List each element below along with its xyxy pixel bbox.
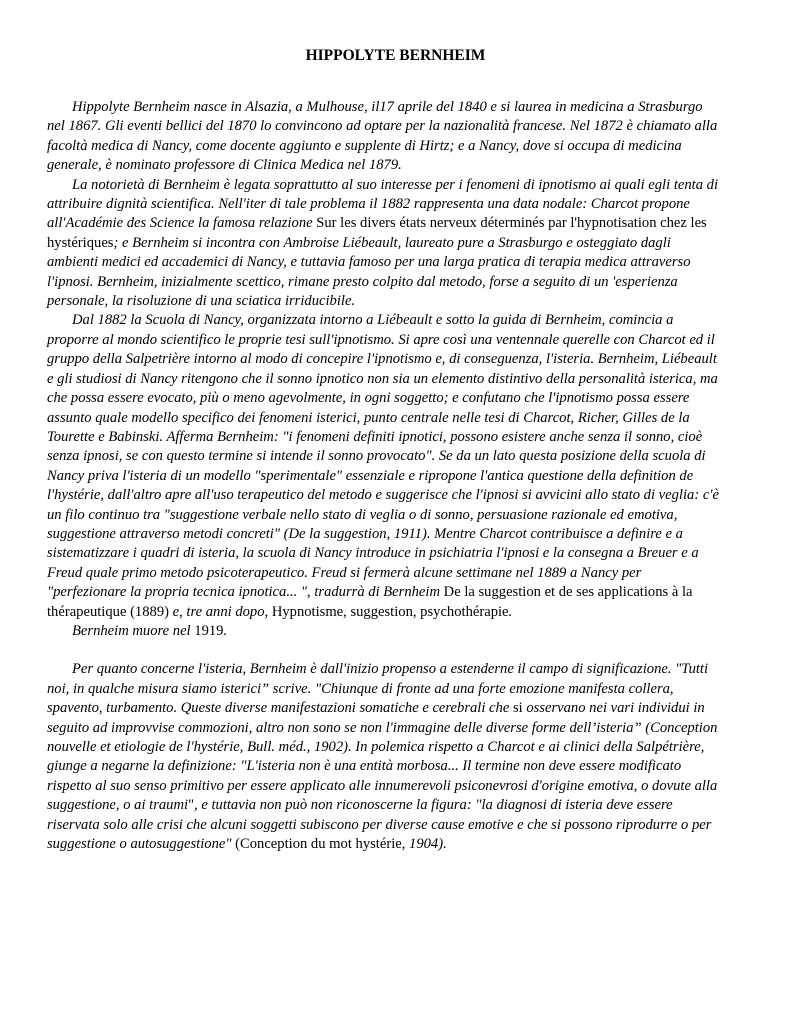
paragraph-hysteria	[47, 660, 719, 854]
text-run: si	[512, 700, 523, 717]
text-run: osservano nei vari individui in seguito ad improvvise commozioni, altro non sono se non l'immagine delle diverse forme dell’isteria” (Conception nouvelle et etiologie de l'hystérie, Bull. méd., 1902). In polemica rispetto a Charcot e ai clinici della Salpétrière, giunge a negarne la definizione: "L'isteria non è una entità morbosa... Il termine non deve essere modificato rispetto al suo senso primitivo per essere applicato alle innumerevoli psiconevrosi d'origine emotiva, o dovute alla suggestione, o ai traumi	[47, 700, 718, 814]
text-run: Hippolyte Bernheim nasce in Alsazia, a Mulhouse, il17 aprile del 1840 e si laurea in medicina a Strasburgo nel 1867. Gli eventi bellici del 1870 lo convincono ad optare per la nazionalità francese. Nel 1872 è chiamato alla facoltà medica di Nancy, come docente aggiunto e supplente di Hirtz; e a Nancy, dove si occupa di medicina generale, è nominato professore di Clinica Medica nel 1879.	[47, 99, 718, 174]
text-run: Sur les divers états nerveux déterminés par l'hypnotisation chez les hystériques	[47, 215, 707, 251]
text-run: "	[188, 797, 195, 814]
text-run: Hypnotisme, suggestion, psychothérapie	[271, 603, 509, 620]
paragraph-birth-career	[47, 98, 719, 176]
text-run: , e tuttavia non può non riconoscerne la figura: "la diagnosi di isteria deve essere riservata solo alle crisi che alcuni soggetti subiscono per diverse cause emotive e che si possono riprodurre o per suggestione o autosuggestione"	[47, 797, 712, 853]
text-run: Per quanto concerne l'isteria, Bernheim è dall'inizio propenso a estenderne il campo di significazione. "Tutti noi, in qualche misura siamo isterici” scrive. "Chiunque di fronte ad una forte emozione manifesta collera, spavento, turbamento. Queste diverse manifestazioni somatiche e cerebrali che	[47, 661, 709, 717]
text-run: ; e Bernheim si incontra con Ambroise Liébeault, laureato pure a Strasburgo e osteggiato dagli ambienti medici ed accademici di Nancy, e tuttavia famoso per una larga pratica di terapia medica attraverso l'ipnosi. Bernheim, inizialmente scettico, rimane presto colpito dal metodo, forse a seguito di un 'esperienza personale, la risoluzione di una sciatica irriducibile.	[47, 234, 691, 310]
text-run: Bernheim muore nel	[72, 622, 195, 639]
text-run: La notorietà di Bernheim è legata soprattutto al suo interesse per i fenomeni di ipnotismo ai quali egli tenta di attribuire dignità scientifica. Nell'iter di tale problema il 1882 rappresenta una data nodale: Charcot propone all'Académie des Science la famosa relazione	[47, 176, 718, 232]
text-run: Dal 1882 la Scuola di Nancy, organizzata intorno a Liébeault e sotto la guida di Bernheim, comincia a proporre al mondo scientifico le proprie tesi sull'ipnotismo. Si apre così una ventennale querelle con Charcot ed il gruppo della Salpetrière intorno al modo di concepire l'ipnotismo e, di conseguenza, l'isteria. Bernheim, Liébeault e gli studiosi di Nancy ritengono che il sonno ipnotico non sia un elemento distintivo della personalità isterica, ma che possa essere evocato, più o meno agevolmente, in ogni soggetto; e confutano che l'ipnotismo possa essere assunto quale modello specifico dei fenomeni isterici, punto centrale nelle tesi di Charcot, Richer, Gilles de la Tourette e Babinski. Afferma Bernheim: "i fenomeni definiti ipnotici, possono esistere anche senza il sonno, cioè senza ipnosi, se con questo termine si intende il sonno provocato". Se da un lato questa posizione della scuola di Nancy priva l'isteria di un modello "sperimentale" essenziale e ripropone l'antica questione della definition de l'hystérie, dall'altro apre all'uso terapeutico del metodo e suggerisce che l'ipnosi si avvicini allo stato di veglia: c'è un filo continuo tra "suggestione verbale nello stato di veglia o di sonno, persuasione razionale ed emotiva, suggestione attraverso metodi concreti" (De la suggestion, 1911). Mentre Charcot contribuisce a definire e a sistematizzare i quadri di isteria, la scuola di Nancy introduce in psichiatria l'ipnosi e la consegna a Breuer e a Freud quale primo metodo psicoterapeutico. Freud si fermerà alcune settimane nel 1889 a Nancy per "perfezionare la propria tecnica ipnotica... ", tradurrà di Bernheim	[47, 312, 719, 601]
text-run: e, tre anni dopo,	[168, 603, 272, 620]
text-run: De la suggestion et de ses applications à la thérapeutique (1889)	[47, 584, 693, 620]
text-run: (Conception du mot hystérie,	[235, 836, 410, 853]
paragraph-nancy-school	[47, 311, 719, 622]
text-run: 1919	[194, 622, 224, 639]
document-body	[47, 98, 719, 854]
text-run: 1904).	[409, 836, 447, 853]
paragraph-death	[47, 622, 719, 641]
page-title: HIPPOLYTE BERNHEIM	[305, 47, 486, 64]
text-run: .	[508, 603, 513, 620]
text-run: .	[223, 622, 228, 639]
paragraph-hypnotism-interest	[47, 176, 719, 312]
